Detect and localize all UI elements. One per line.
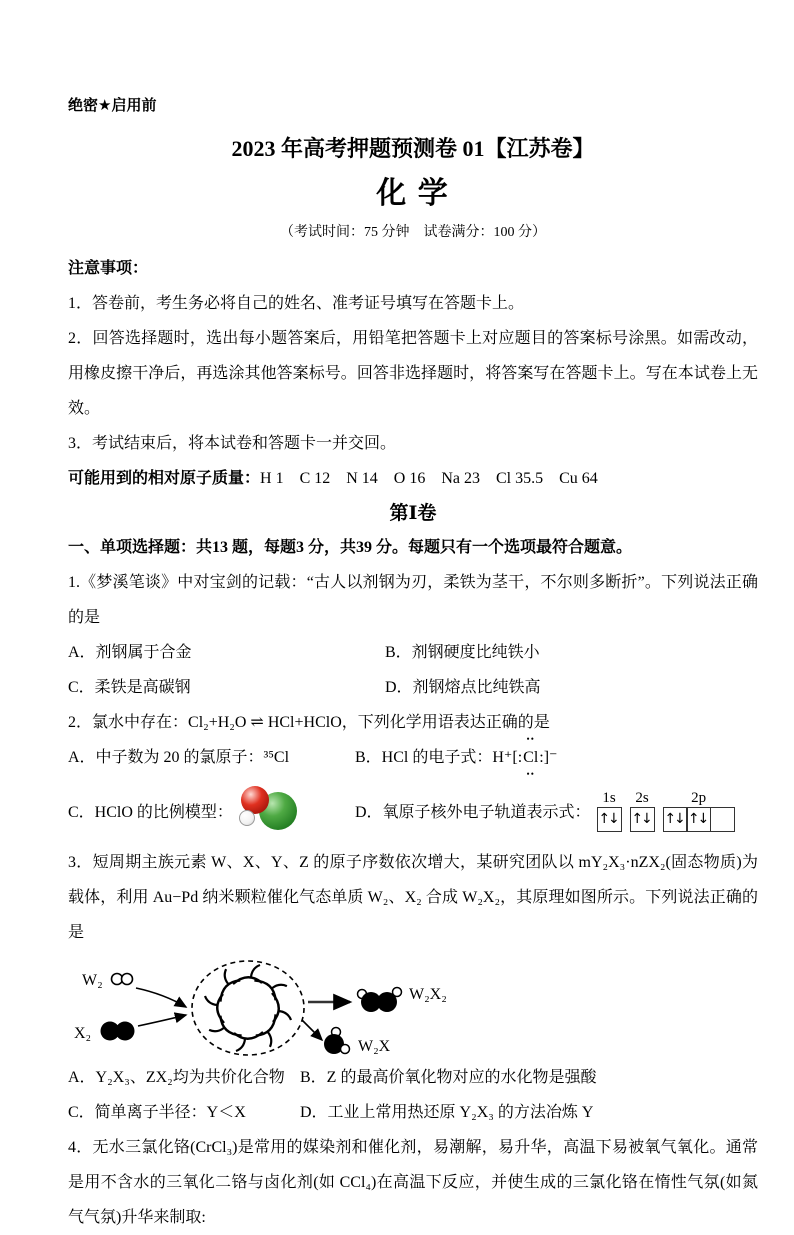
q2-option-b-label: B．HCl 的电子式： [355, 749, 493, 766]
security-label: 绝密★启用前 [68, 98, 157, 114]
q3-reaction-diagram [68, 952, 758, 1060]
q2-option-d-label: D．氧原子核外电子轨道表示式： [355, 803, 591, 821]
hydrogen-atom-sphere [239, 810, 255, 826]
q3-option-d: D．工业上常用热还原 Y₂X₃ 的方法冶炼 Y [300, 1104, 594, 1121]
w2-molecule-icon [112, 974, 133, 985]
q1-options-row-2 [68, 670, 758, 705]
paper-title: 2023 年高考押题预测卷 01【江苏卷】 [231, 136, 595, 161]
q4-stem: 4．无水三氯化铬(CrCl₃)是常用的媒染剂和催化剂，易潮解，易升华，高温下易被氧气氧化。通常是用不含水的三氧化二铬与卤化剂(如 CCl₄)在高温下反应，并使生成的三氯化铬在惰性气氛(如氮气气氛)升华来制取: [68, 1139, 758, 1226]
diagram-label-w2: W₂ [82, 972, 103, 989]
orbital-cell: ↑↓ [686, 807, 711, 832]
q1-option-b: B．剂钢硬度比纯铁小 [385, 644, 540, 661]
atomic-mass-values: H 1 C 12 N 14 O 16 Na 23 Cl 35.5 Cu 64 [260, 470, 598, 487]
orbital-cell: ↑↓ [663, 807, 688, 832]
electron-formula: H⁺[: •• Cl •• :]⁻ [492, 734, 558, 779]
w2x2-molecule-icon [358, 988, 402, 1013]
q2-option-c [68, 784, 355, 836]
arrow-w2-to-catalyst [136, 988, 186, 1007]
orbital-group-2p: 2p ↑↓ ↑↓ [663, 789, 735, 832]
q3-option-a: A．Y₂X₃、ZX₂均为共价化合物 [68, 1069, 285, 1086]
q1-option-a: A．剂钢属于合金 [68, 644, 192, 661]
q1-option-d: D．剂钢熔点比纯铁高 [385, 679, 541, 696]
catalyst-carrier-icon [192, 961, 304, 1055]
orbital-cell [710, 807, 735, 832]
q2-option-b [355, 734, 558, 779]
orbital-cell: ↑↓ [597, 807, 622, 832]
q2-stem [68, 705, 758, 744]
volume-title: 第Ⅰ卷 [389, 503, 437, 524]
part-instruction: 一、单项选择题：共13 题，每题3 分，共39 分。每题只有一个选项最符合题意。 [68, 539, 633, 556]
q2-options-row-1 [68, 734, 758, 779]
q3-option-c: C．简单离子半径：Y＜X [68, 1104, 246, 1121]
orbital-cell: ↑↓ [630, 807, 655, 832]
lone-pair-dots-bottom: •• [526, 769, 535, 779]
orbital-diagram [597, 789, 735, 832]
chlorine-with-lone-pairs: •• Cl •• [523, 734, 539, 779]
q1-stem: 1.《梦溪笔谈》中对宝剑的记载：“古人以剂钢为刃，柔铁为茎干，不尔则多断折”。下列说法正确的是 [68, 574, 758, 626]
q2-stem-prefix: 2．氯水中存在： [68, 714, 189, 731]
lone-pair-dots-top: •• [526, 734, 535, 744]
notice-item-2: 2．回答选择题时，选出每小题答案后，用铅笔把答题卡上对应题目的答案标号涂黑。如需改动，用橡皮擦干净后，再选涂其他答案标号。回答非选择题时，将答案写在答题卡上。写在本试卷上无效。 [68, 330, 758, 417]
orbital-group-1s: 1s ↑↓ [597, 789, 622, 832]
q1-options-row-1 [68, 635, 758, 670]
notice-heading: 注意事项： [68, 260, 149, 277]
atomic-mass-line [68, 461, 758, 496]
orbital-group-2s: 2s ↑↓ [630, 789, 655, 832]
subject-title: 化 学 [376, 177, 450, 210]
q3-option-b: B．Z 的最高价氧化物对应的水化物是强酸 [300, 1069, 597, 1086]
arrow-x2-to-catalyst [138, 1015, 186, 1026]
notice-item-1: 1．答卷前，考生务必将自己的姓名、准考证号填写在答题卡上。 [68, 295, 525, 312]
atomic-mass-label: 可能用到的相对原子质量： [68, 470, 261, 487]
diagram-label-w2x: W₂X [358, 1038, 391, 1055]
q2-option-d [355, 789, 735, 832]
exam-meta: （考试时间：75 分钟 试卷满分：100 分） [280, 225, 546, 240]
q2-option-a: A．中子数为 20 的氯原子：³⁵Cl [68, 749, 290, 766]
q3-options-row-1 [68, 1060, 758, 1095]
diagram-label-w2x2: W₂X₂ [409, 986, 447, 1003]
diagram-label-x2: X₂ [74, 1025, 92, 1042]
x2-molecule-icon [101, 1022, 135, 1041]
arrow-to-w2x [302, 1020, 322, 1040]
q1-option-c: C．柔铁是高碳钢 [68, 679, 191, 696]
notice-item-3: 3．考试结束后，将本试卷和答题卡一并交回。 [68, 435, 397, 452]
hclo-space-filling-model-icon [237, 784, 299, 836]
q2-options-row-2 [68, 775, 758, 845]
q3-options-row-2 [68, 1095, 758, 1130]
w2x-molecule-icon [324, 1028, 350, 1055]
q2-option-c-label: C．HClO 的比例模型： [68, 803, 233, 821]
q3-stem: 3．短周期主族元素 W、X、Y、Z 的原子序数依次增大，某研究团队以 mY₂X₃·nZX₂(固态物质)为载体，利用 Au−Pd 纳米颗粒催化气态单质 W₂、X₂ 合成 W₂X₂，其原理如图所示。下列说法正确的是 [68, 854, 758, 941]
q2-stem-suffix: ，下列化学用语表达正确的是 [341, 714, 550, 731]
q2-equation: Cl₂+H₂O ⇌ HCl+HClO [188, 714, 342, 731]
